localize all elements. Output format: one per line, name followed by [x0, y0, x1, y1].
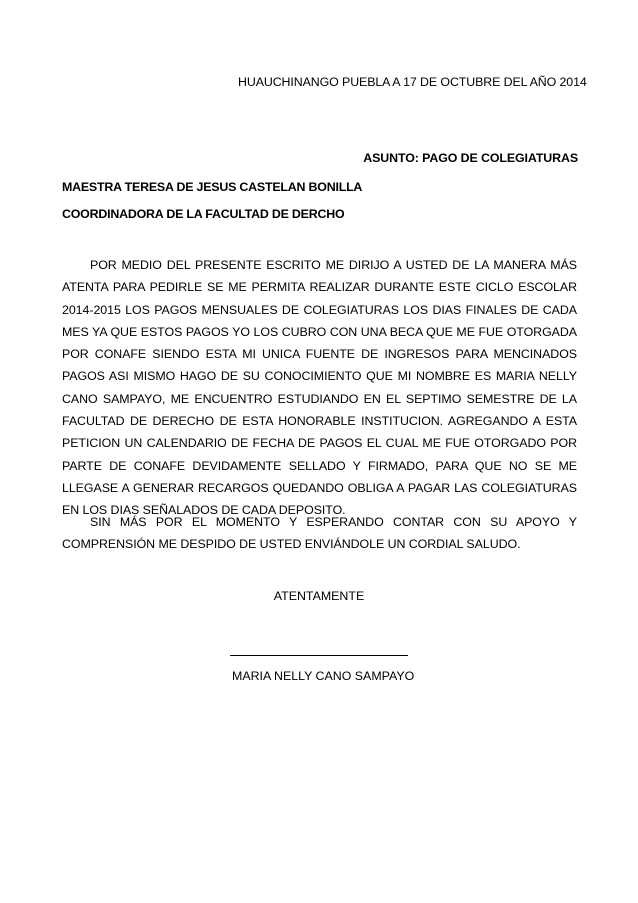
- recipient-name: MAESTRA TERESA DE JESUS CASTELAN BONILLA: [62, 180, 363, 194]
- body-paragraph-2: [62, 511, 577, 556]
- body-paragraph-1: [62, 254, 577, 522]
- body-paragraph-2-text: SIN MÁS POR EL MOMENTO Y ESPERANDO CONTAR CON SU APOYO Y COMPRENSIÓN ME DESPIDO DE USTED ENVIÁNDOLE UN CORDIAL SALUDO.: [62, 515, 577, 552]
- recipient-role: COORDINADORA DE LA FACULTAD DE DERCHO: [62, 207, 345, 221]
- signer-name: MARIA NELLY CANO SAMPAYO: [232, 669, 415, 683]
- subject-line: ASUNTO: PAGO DE COLEGIATURAS: [363, 151, 578, 165]
- signature-line: [230, 655, 408, 656]
- closing-block: [0, 589, 638, 603]
- place-date-line: HUAUCHINANGO PUEBLA A 17 DE OCTUBRE DEL AÑO 2014: [238, 75, 587, 89]
- body-paragraph-1-text: POR MEDIO DEL PRESENTE ESCRITO ME DIRIJO A USTED DE LA MANERA MÁS ATENTA PARA PEDIRLE SE ME PERMITA REALIZAR DURANTE ESTE CICLO ESCOLAR 2014-2015 LOS PAGOS MENSUALES DE COLEGIATURAS LOS DIAS FINALES DE CADA MES YA QUE ESTOS PAGOS YO LOS CUBRO CON UNA BECA QUE ME FUE OTORGADA POR CONAFE SIENDO ESTA MI UNICA FUENTE DE INGRESOS PARA MENCINADOS PAGOS ASI MISMO HAGO DE SU CONOCIMIENTO QUE MI NOMBRE ES MARIA NELLY CANO SAMPAYO, ME ENCUENTRO ESTUDIANDO EN EL SEPTIMO SEMESTRE DE LA FACULTAD DE DERECHO DE ESTA HONORABLE INSTITUCION. AGREGANDO A ESTA PETICION UN CALENDARIO DE FECHA DE PAGOS EL CUAL ME FUE OTORGADO POR PARTE DE CONAFE DEVIDAMENTE SELLADO Y FIRMADO, PARA QUE NO SE ME LLEGASE A GENERAR RECARGOS QUEDANDO OBLIGA A PAGAR LAS COLEGIATURAS EN LOS DIAS SEÑALADOS DE CADA DEPOSITO.: [62, 258, 577, 518]
- closing-text: ATENTAMENTE: [273, 589, 365, 603]
